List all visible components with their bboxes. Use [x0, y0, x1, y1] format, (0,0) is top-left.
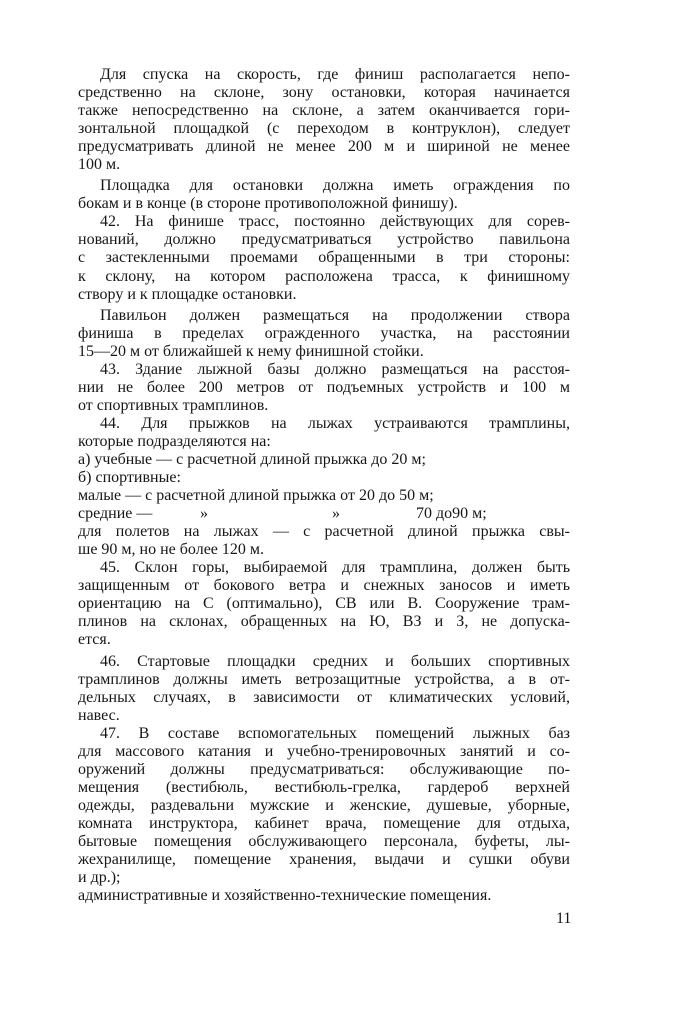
ditto-mark: »: [332, 505, 340, 523]
text-line: ется.: [78, 631, 111, 649]
page-number: 11: [556, 910, 572, 927]
text-line: а) учебные — с расчетной длиной прыжка до 20 м;: [78, 450, 426, 468]
text-line: Для спуска на скорость, где финиш располагается непо-: [100, 66, 570, 83]
text-line: 100 м.: [78, 156, 121, 174]
text-line: для массового катания и учебно-тренировочных занятий и со-: [78, 742, 570, 760]
text-line: плинов на склонах, обращенных на Ю, ВЗ и З, не допуска-: [78, 613, 570, 631]
text-line: финиша в пределах огражденного участка, на расстоянии: [78, 324, 570, 342]
text-line: Павильон должен размещаться на продолжении створа: [100, 306, 570, 324]
text-line: Площадка для остановки должна иметь ограждения по: [100, 177, 570, 195]
text-line: 15—20 м от ближайшей к нему финишной стойки.: [78, 342, 424, 360]
text-line: ше 90 м, но не более 120 м.: [78, 541, 265, 559]
text-line: административные и хозяйственно-технические помещения.: [78, 887, 492, 905]
text-line: жехранилище, помещение хранения, выдачи и сушки обуви: [78, 851, 570, 869]
text-line: и др.);: [78, 869, 121, 887]
text-line: защищенным от бокового ветра и снежных заносов и иметь: [78, 577, 570, 595]
text-line: навес.: [78, 706, 120, 724]
text-line: комната инструктора, кабинет врача, помещение для отдыха,: [78, 814, 570, 832]
text-line: бытовые помещения обслуживающего персонала, буфеты, лы-: [78, 832, 570, 850]
text-line: ориентацию на С (оптимально), СВ или В. Сооружение трам-: [78, 595, 570, 613]
medium-jump-value: 70 до90 м;: [416, 505, 487, 523]
text-line: б) спортивные:: [78, 469, 181, 487]
text-line: бокам и в конце (в стороне противоположной финишу).: [78, 195, 458, 213]
text-line: оружений должны предусматриваться: обслуживающие по-: [78, 760, 570, 778]
medium-jump-row: [78, 505, 570, 523]
text-line: нований, должно предусматриваться устройство павильона: [78, 231, 570, 249]
text-line: 42. На финише трасс, постоянно действующих для сорев-: [100, 213, 570, 231]
document-body: [78, 66, 570, 905]
text-line: также непосредственно на склоне, а затем оканчивается гори-: [78, 102, 570, 120]
text-line: створу и к площадке остановки.: [78, 285, 297, 303]
text-line: средственно на склоне, зону остановки, которая начинается: [78, 84, 570, 102]
text-line: с застекленными проемами обращенными в три стороны:: [78, 249, 570, 267]
text-line: предусматривать длиной не менее 200 м и шириной не менее: [78, 138, 570, 156]
text-line: которые подразделяются на:: [78, 432, 271, 450]
text-line: от спортивных трамплинов.: [78, 396, 269, 414]
text-line: мещения (вестибюль, вестибюль-грелка, гардероб верхней: [78, 778, 570, 796]
text-line: 43. Здание лыжной базы должно размещаться на расстоя-: [100, 360, 570, 378]
text-line: малые — с расчетной длиной прыжка от 20 до 50 м;: [78, 487, 434, 505]
medium-jump-label: средние —: [78, 505, 153, 523]
text-line: зонтальной площадкой (с переходом в контруклон), следует: [78, 120, 570, 138]
text-line: для полетов на лыжах — с расчетной длиной прыжка свы-: [78, 523, 570, 541]
text-line: нии не более 200 метров от подъемных устройств и 100 м: [78, 378, 570, 396]
text-line: 47. В составе вспомогательных помещений лыжных баз: [100, 724, 570, 742]
text-line: к склону, на котором расположена трасса, к финишному: [78, 267, 570, 285]
text-line: трамплинов должны иметь ветрозащитные устройства, а в от-: [78, 670, 570, 688]
text-line: одежды, раздевальни мужские и женские, душевые, уборные,: [78, 796, 570, 814]
text-line: 46. Стартовые площадки средних и больших спортивных: [100, 652, 570, 670]
text-line: 44. Для прыжков на лыжах устраиваются трамплины,: [100, 414, 570, 432]
text-line: 45. Склон горы, выбираемой для трамплина, должен быть: [100, 559, 570, 577]
text-line: дельных случаях, в зависимости от климатических условий,: [78, 688, 570, 706]
ditto-mark: »: [200, 505, 208, 523]
